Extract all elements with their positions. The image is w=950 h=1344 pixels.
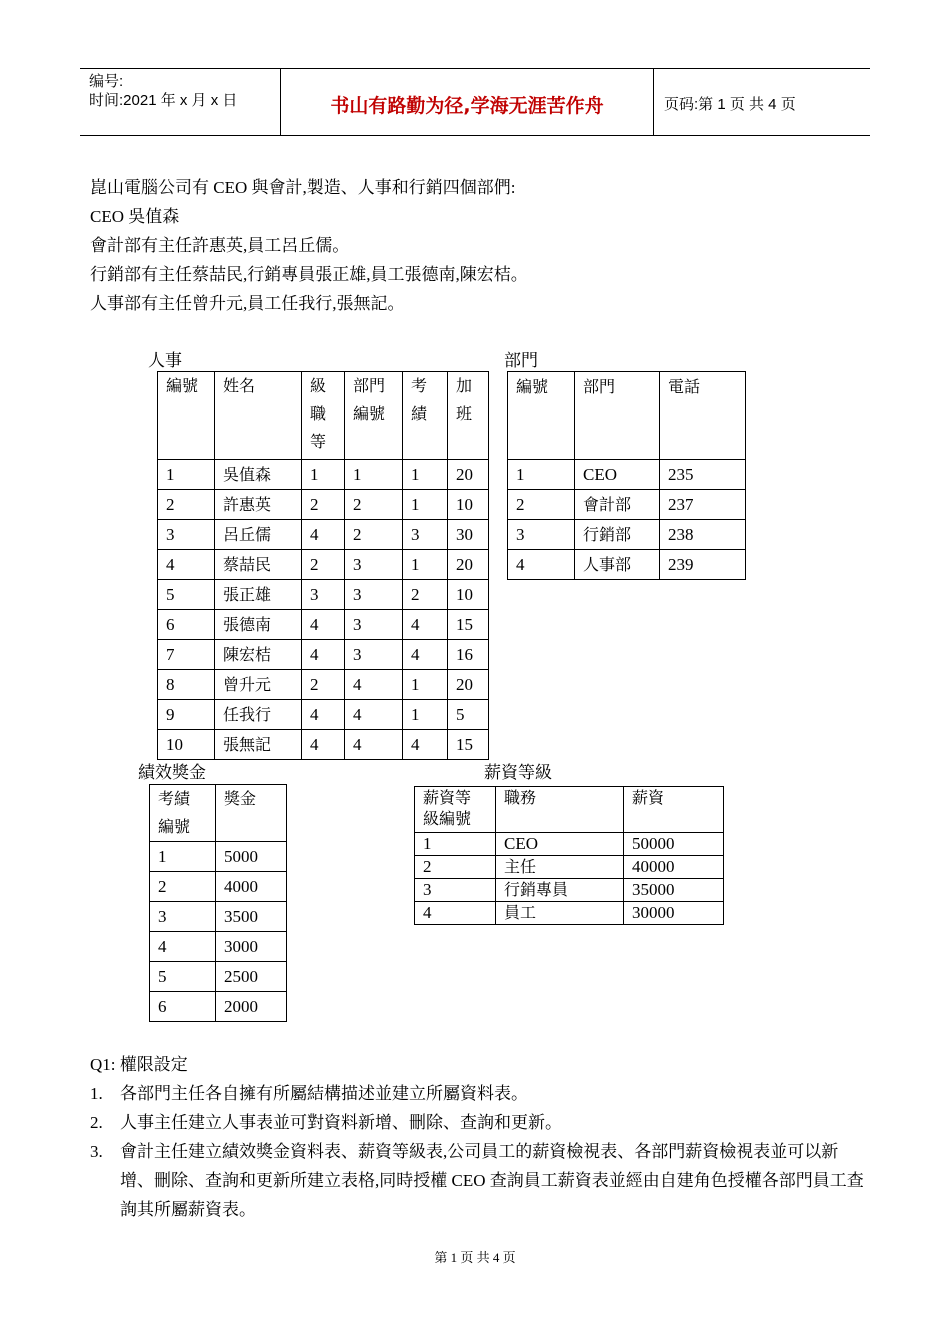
- table-cell: 3: [302, 580, 345, 610]
- table-cell: 4: [302, 610, 345, 640]
- table-cell: 239: [660, 550, 746, 580]
- table-cell: 3: [345, 550, 403, 580]
- document-time-label: 时间:2021 年 x 月 x 日: [89, 92, 238, 109]
- table-cell: 4: [345, 670, 403, 700]
- intro-line: 崑山電腦公司有 CEO 與會計,製造、人事和行銷四個部們:: [90, 178, 516, 197]
- table-header-row: [158, 372, 489, 460]
- table-cell: 蔡喆民: [215, 550, 302, 580]
- table-cell: 9: [158, 700, 215, 730]
- list-item: [90, 1108, 870, 1137]
- table-cell: 4: [302, 520, 345, 550]
- table-cell: 3: [158, 520, 215, 550]
- table-cell: 2: [345, 490, 403, 520]
- bonus-table-caption: 績效獎金: [138, 763, 206, 782]
- table-cell: 主任: [496, 856, 624, 879]
- table-cell: 4: [302, 700, 345, 730]
- table-row: [158, 460, 489, 490]
- table-cell: 10: [448, 490, 489, 520]
- intro-line: CEO 吳值森: [90, 207, 180, 226]
- table-cell: 1: [403, 490, 448, 520]
- table-header-row: [150, 785, 287, 842]
- table-cell: 10: [158, 730, 215, 760]
- table-header-cell: 職務: [496, 787, 624, 833]
- intro-paragraph: [90, 173, 528, 318]
- table-header-cell: 加 班: [448, 372, 489, 460]
- salary-table-caption: 薪資等級: [484, 763, 552, 782]
- table-header-cell: 考 績: [403, 372, 448, 460]
- header-page-number: 页码:第 1 页 共 4 页: [664, 96, 796, 113]
- table-cell: 1: [150, 842, 216, 872]
- table-cell: 員工: [496, 902, 624, 925]
- table-cell: 3: [345, 610, 403, 640]
- table-cell: 4: [345, 700, 403, 730]
- table-cell: 238: [660, 520, 746, 550]
- table-cell: 6: [150, 992, 216, 1022]
- table-cell: 會計部: [575, 490, 660, 520]
- table-cell: 曾升元: [215, 670, 302, 700]
- table-header-cell: 獎金: [216, 785, 287, 842]
- q1-title: Q1: 權限設定: [90, 1055, 188, 1074]
- table-row: [158, 700, 489, 730]
- table-cell: 1: [158, 460, 215, 490]
- table-cell: 許惠英: [215, 490, 302, 520]
- table-cell: 4: [508, 550, 575, 580]
- dept-table: [507, 371, 746, 580]
- table-header-row: [415, 787, 724, 833]
- table-cell: 1: [403, 460, 448, 490]
- table-row: [150, 932, 287, 962]
- table-row: [150, 992, 287, 1022]
- table-cell: 2: [415, 856, 496, 879]
- table-row: [508, 490, 746, 520]
- header-slogan: 书山有路勤为径,学海无涯苦作舟: [281, 69, 654, 136]
- table-row: [158, 490, 489, 520]
- table-cell: 4: [302, 730, 345, 760]
- table-cell: 1: [508, 460, 575, 490]
- table-cell: 16: [448, 640, 489, 670]
- table-cell: 陳宏桔: [215, 640, 302, 670]
- table-header-cell: 部門: [575, 372, 660, 460]
- table-cell: 3: [345, 640, 403, 670]
- table-cell: 4: [403, 730, 448, 760]
- table-cell: 4: [415, 902, 496, 925]
- table-cell: 2: [302, 490, 345, 520]
- table-row: [415, 902, 724, 925]
- table-header-cell: 編號: [508, 372, 575, 460]
- table-cell: 行銷部: [575, 520, 660, 550]
- table-cell: 7: [158, 640, 215, 670]
- table-cell: 呂丘儒: [215, 520, 302, 550]
- list-item: [90, 1137, 870, 1224]
- table-cell: CEO: [496, 833, 624, 856]
- table-cell: 8: [158, 670, 215, 700]
- list-item-text: 會計主任建立績效獎金資料表、薪資等級表,公司員工的薪資檢視表、各部門薪資檢視表並可以新增、刪除、查詢和更新所建立表格,同時授權 CEO 查詢員工薪資表並經由自建角色授權各部門員工查詢其所屬薪資表。: [120, 1142, 864, 1219]
- table-cell: 1: [403, 550, 448, 580]
- table-cell: 1: [403, 700, 448, 730]
- table-cell: 235: [660, 460, 746, 490]
- table-cell: 30000: [624, 902, 724, 925]
- table-row: [158, 610, 489, 640]
- table-cell: 40000: [624, 856, 724, 879]
- table-cell: 3000: [216, 932, 287, 962]
- list-item-number: 3.: [90, 1142, 103, 1161]
- table-row: [415, 856, 724, 879]
- table-row: [508, 520, 746, 550]
- list-item-number: 2.: [90, 1113, 103, 1132]
- table-cell: 人事部: [575, 550, 660, 580]
- table-row: [508, 460, 746, 490]
- table-header-cell: 級 職 等: [302, 372, 345, 460]
- table-cell: 20: [448, 670, 489, 700]
- table-cell: 30: [448, 520, 489, 550]
- table-cell: 4: [403, 640, 448, 670]
- table-cell: 35000: [624, 879, 724, 902]
- table-cell: 15: [448, 610, 489, 640]
- table-header-cell: 編號: [158, 372, 215, 460]
- table-cell: 3: [508, 520, 575, 550]
- table-cell: 1: [415, 833, 496, 856]
- list-item-text: 人事主任建立人事表並可對資料新增、刪除、查詢和更新。: [120, 1113, 562, 1132]
- table-row: [158, 670, 489, 700]
- hr-table-caption: 人事: [148, 351, 182, 370]
- table-cell: 2: [302, 670, 345, 700]
- intro-line: 行銷部有主任蔡喆民,行銷專員張正雄,員工張德南,陳宏桔。: [90, 265, 528, 284]
- table-cell: 5000: [216, 842, 287, 872]
- table-cell: 4: [403, 610, 448, 640]
- table-cell: 吳值森: [215, 460, 302, 490]
- table-row: [158, 640, 489, 670]
- table-cell: 3500: [216, 902, 287, 932]
- dept-table-caption: 部門: [504, 351, 538, 370]
- table-cell: 2: [508, 490, 575, 520]
- table-row: [150, 902, 287, 932]
- page-header: [80, 68, 870, 136]
- table-cell: 張正雄: [215, 580, 302, 610]
- header-meta: [80, 69, 281, 136]
- table-cell: 1: [302, 460, 345, 490]
- table-cell: 4000: [216, 872, 287, 902]
- table-cell: 15: [448, 730, 489, 760]
- table-cell: 張德南: [215, 610, 302, 640]
- table-cell: 4: [302, 640, 345, 670]
- table-cell: 10: [448, 580, 489, 610]
- table-row: [158, 550, 489, 580]
- footer-page-number: 第 1 页 共 4 页: [434, 1250, 516, 1265]
- hr-table: [157, 371, 489, 760]
- table-cell: 2: [403, 580, 448, 610]
- table-cell: 5: [150, 962, 216, 992]
- table-cell: 1: [345, 460, 403, 490]
- table-cell: 2: [150, 872, 216, 902]
- table-cell: 2: [345, 520, 403, 550]
- intro-line: 人事部有主任曾升元,員工任我行,張無記。: [90, 294, 405, 313]
- table-header-row: [508, 372, 746, 460]
- table-header-cell: 姓名: [215, 372, 302, 460]
- table-cell: 4: [158, 550, 215, 580]
- table-cell: 4: [345, 730, 403, 760]
- list-item: [90, 1079, 870, 1108]
- table-row: [150, 842, 287, 872]
- table-cell: 2500: [216, 962, 287, 992]
- table-row: [150, 872, 287, 902]
- table-cell: CEO: [575, 460, 660, 490]
- table-cell: 3: [415, 879, 496, 902]
- table-cell: 3: [403, 520, 448, 550]
- table-row: [158, 730, 489, 760]
- table-cell: 6: [158, 610, 215, 640]
- table-row: [415, 833, 724, 856]
- table-header-cell: 電話: [660, 372, 746, 460]
- table-cell: 1: [403, 670, 448, 700]
- list-item-text: 各部門主任各自擁有所屬結構描述並建立所屬資料表。: [120, 1084, 528, 1103]
- list-item-number: 1.: [90, 1084, 103, 1103]
- table-cell: 20: [448, 460, 489, 490]
- table-cell: 4: [150, 932, 216, 962]
- table-header-cell: 部門 編號: [345, 372, 403, 460]
- table-cell: 2: [158, 490, 215, 520]
- q1-list: [90, 1079, 870, 1224]
- table-cell: 任我行: [215, 700, 302, 730]
- table-cell: 50000: [624, 833, 724, 856]
- table-cell: 5: [448, 700, 489, 730]
- table-row: [158, 580, 489, 610]
- table-row: [158, 520, 489, 550]
- table-cell: 3: [345, 580, 403, 610]
- table-row: [508, 550, 746, 580]
- table-header-cell: 考績 編號: [150, 785, 216, 842]
- salary-table: [414, 786, 724, 925]
- bonus-table: [149, 784, 287, 1022]
- table-cell: 張無記: [215, 730, 302, 760]
- table-row: [150, 962, 287, 992]
- table-row: [415, 879, 724, 902]
- table-cell: 2: [302, 550, 345, 580]
- table-header-cell: 薪資: [624, 787, 724, 833]
- table-cell: 2000: [216, 992, 287, 1022]
- table-cell: 237: [660, 490, 746, 520]
- table-cell: 5: [158, 580, 215, 610]
- table-cell: 行銷專員: [496, 879, 624, 902]
- table-cell: 3: [150, 902, 216, 932]
- document-number-label: 编号:: [89, 73, 124, 90]
- intro-line: 會計部有主任許惠英,員工呂丘儒。: [90, 236, 350, 255]
- table-cell: 20: [448, 550, 489, 580]
- table-header-cell: 薪資等 級編號: [415, 787, 496, 833]
